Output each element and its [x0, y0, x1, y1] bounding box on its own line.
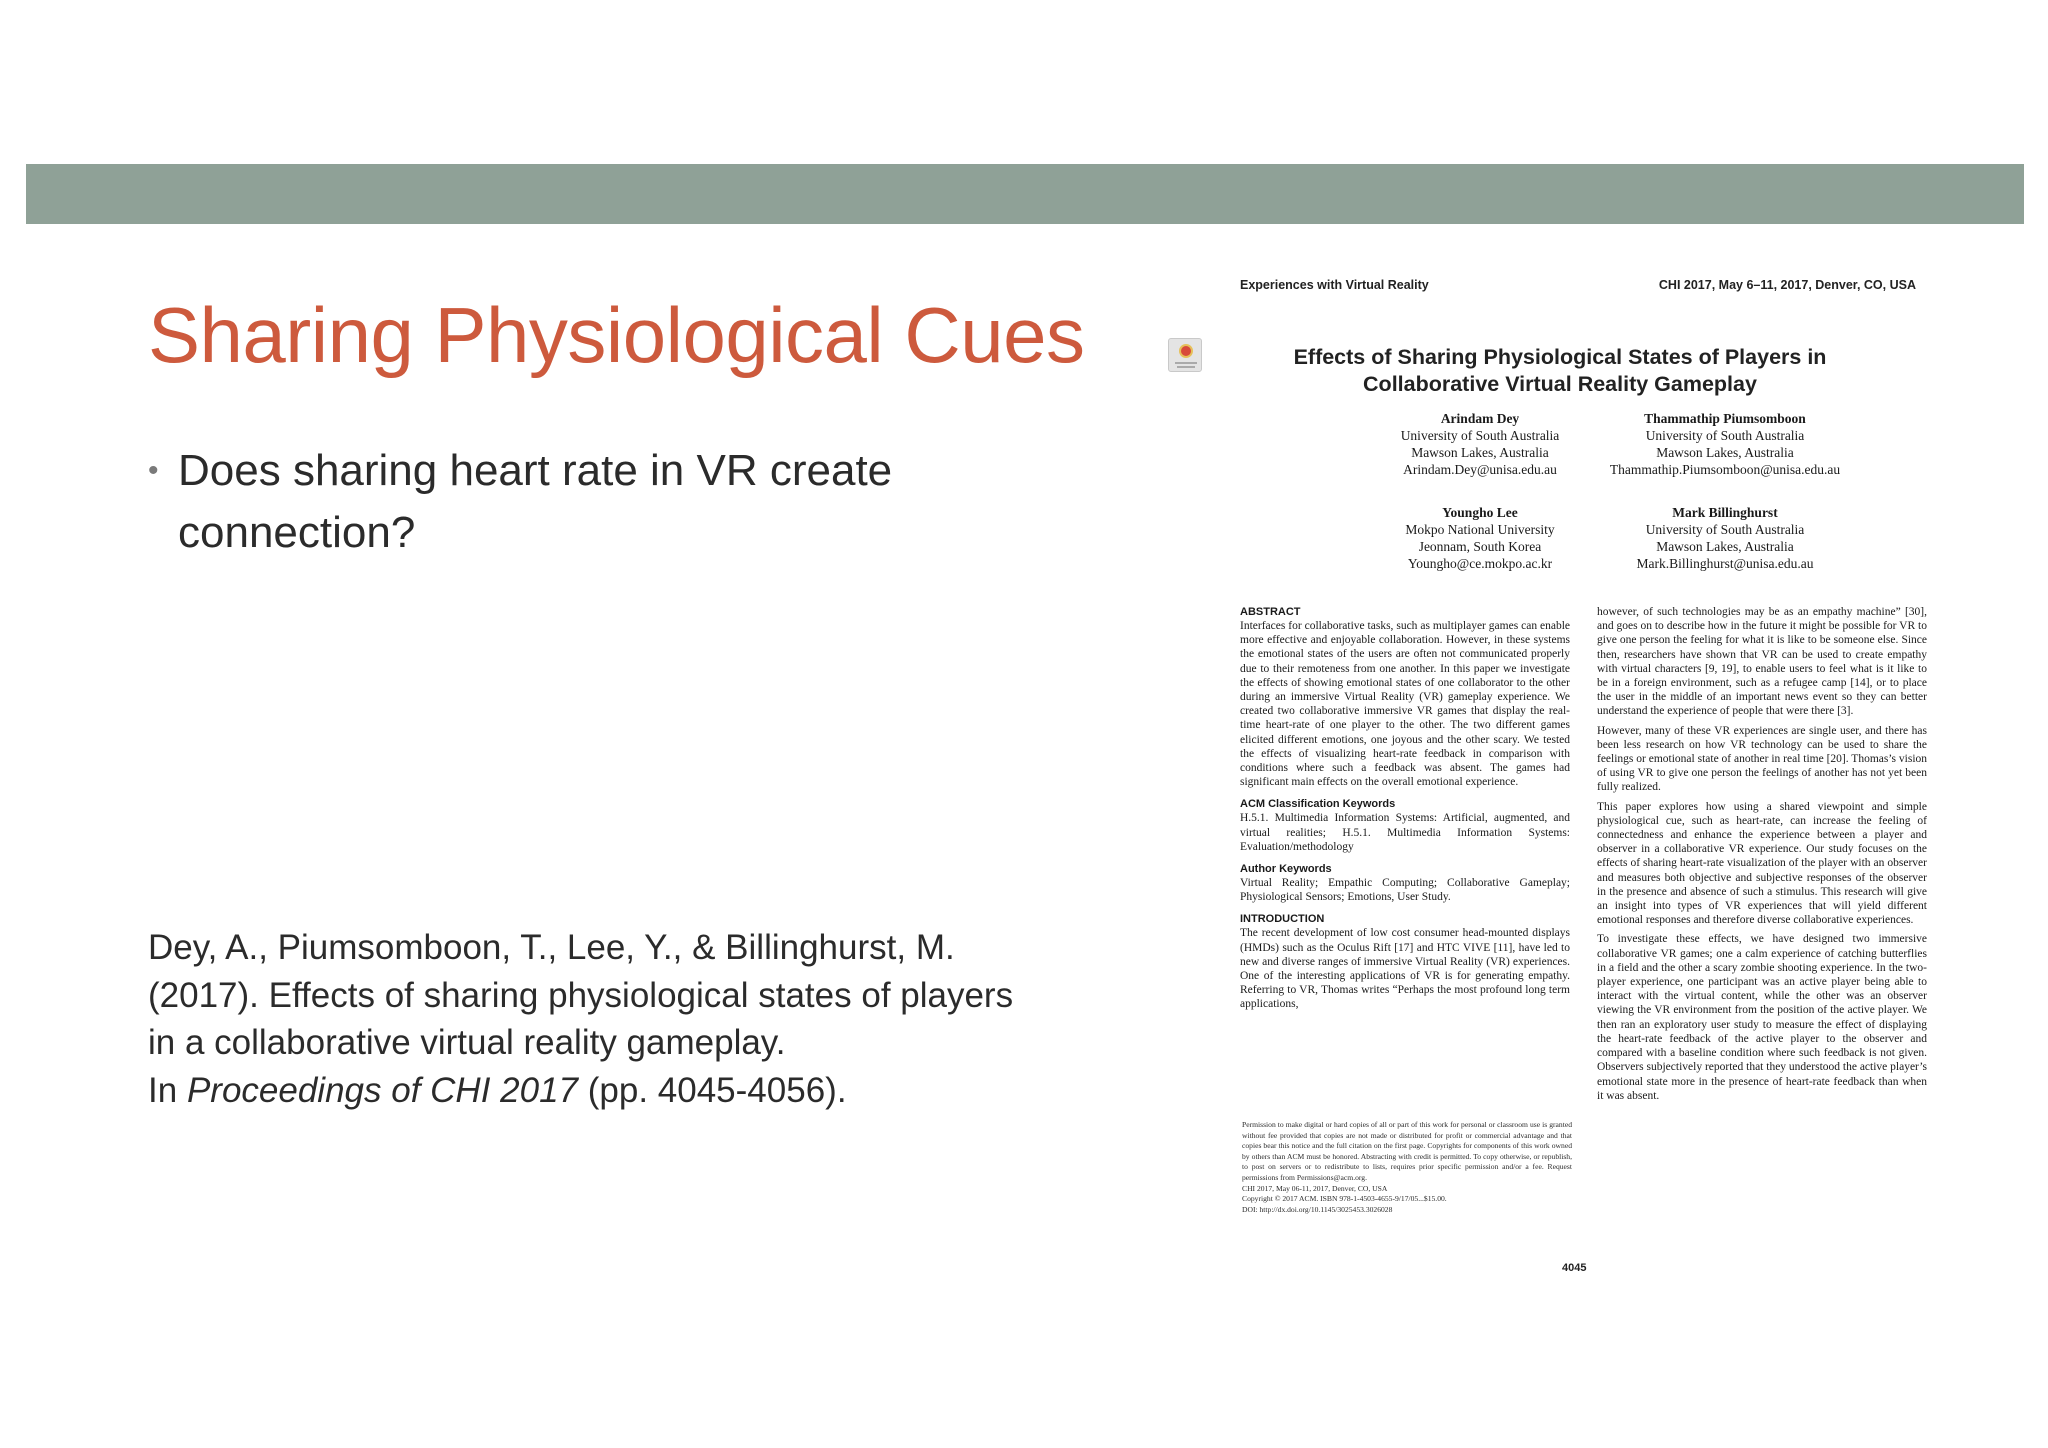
author-block: [1355, 504, 1605, 572]
permission-notice: [1242, 1120, 1572, 1215]
author-email: Arindam.Dey@unisa.edu.au: [1403, 462, 1557, 477]
author-name: Mark Billinghurst: [1672, 505, 1778, 520]
citation-line: in a collaborative virtual reality gameplay.: [148, 1023, 786, 1062]
keywords-heading: Author Keywords: [1240, 863, 1332, 876]
permission-doi: DOI: http://dx.doi.org/10.1145/3025453.3026028: [1242, 1204, 1393, 1214]
paper-left-column: [1240, 605, 1570, 1017]
citation-line: Dey, A., Piumsomboon, T., Lee, Y., & Billinghurst, M.: [148, 928, 955, 967]
paper-paragraph: This paper explores how using a shared viewpoint and simple physiological cue, such as heart-rate, can increase the feeling of connectedness and enhance the experience between a player and observer in a collaborative VR experience. Our study focuses on the effects of sharing heart-rate visualization of the player with an observer and measures both objective and subjective responses of the observer in the presence and absence of such a stimulus. This research will give an insight into types of VR experiences that will yield different emotional responses and therefore diverse collaborative experiences.: [1597, 800, 1927, 927]
paper-paragraph: To investigate these effects, we have designed two immersive collaborative VR games; one a calm experience of catching butterflies in a field and the other a scary zombie shooting experience. In the two-player experience, one participant was an active player being able to interact with the virtual content, while the other was an observer viewing the VR environment from the position of the active player. We then ran an exploratory user study to measure the effect of displaying the heart-rate feedback of the active player to the observer and compared with a baseline condition where such feedback is not given. Observers subjectively reported that they understood the active player’s emotional state more in the presence of heart-rate feedback than when it was absent.: [1597, 933, 1927, 1102]
introduction-text: The recent development of low cost consumer head-mounted displays (HMDs) such as the Oculus Rift [17] and HTC VIVE [11], have led to new and diverse ranges of immersive Virtual Reality (VR) experiences. One of the interesting applications of VR is for generating empathy. Referring to VR, Thomas writes “Perhaps the most profound long term applications,: [1240, 927, 1570, 1011]
author-block: [1600, 410, 1850, 478]
header-band: [26, 164, 2024, 224]
permission-conference: CHI 2017, May 06-11, 2017, Denver, CO, USA: [1242, 1183, 1388, 1193]
paper-header-left: Experiences with Virtual Reality: [1240, 278, 1429, 292]
citation-line: [148, 1067, 1128, 1115]
paper-paragraph: However, many of these VR experiences are single user, and there has been less research on how VR technology can be used to share the feelings or emotional state of another in real time [20]. Thomas’s vision of using VR to give one person the feelings of another has not yet been fully realized.: [1597, 724, 1928, 794]
author-location: Mawson Lakes, Australia: [1411, 445, 1549, 460]
author-affiliation: University of South Australia: [1645, 428, 1805, 443]
author-location: Mawson Lakes, Australia: [1656, 539, 1794, 554]
paper-page-image: [1160, 268, 1940, 1288]
page-number: 4045: [1562, 1262, 1587, 1274]
author-email: Mark.Billinghurst@unisa.edu.au: [1636, 556, 1814, 571]
introduction-heading: INTRODUCTION: [1240, 913, 1325, 926]
bullet-icon: •: [148, 454, 159, 487]
bullet-item: [148, 440, 1068, 564]
author-name: Arindam Dey: [1440, 411, 1520, 426]
author-affiliation: University of South Australia: [1400, 428, 1560, 443]
author-affiliation: Mokpo National University: [1405, 522, 1555, 537]
permission-text: Permission to make digital or hard copies of all or part of this work for personal or classroom use is granted without fee provided that copies are not made or distributed for profit or commercial advantage and that copies bear this notice and the full citation on the first page. Copyrights for components of this work owned by others than ACM must be honored. Abstracting with credit is permitted. To copy otherwise, or republish, to post on servers or to redistribute to lists, requires prior specific permission and/or a fee. Request permissions from Permissions@acm.org.: [1242, 1120, 1572, 1182]
author-email: Youngho@ce.mokpo.ac.kr: [1407, 556, 1553, 571]
bullet-text: Does sharing heart rate in VR create connection?: [178, 446, 893, 557]
citation-in: In: [148, 1070, 178, 1110]
author-name: Youngho Lee: [1442, 505, 1518, 520]
citation-venue: Proceedings of CHI 2017: [186, 1070, 579, 1110]
paper-right-column: [1597, 605, 1927, 1108]
author-location: Jeonnam, South Korea: [1418, 539, 1542, 554]
abstract-heading: ABSTRACT: [1240, 606, 1301, 618]
permission-copyright: Copyright © 2017 ACM. ISBN 978-1-4503-4655-9/17/05...$15.00.: [1242, 1194, 1447, 1204]
author-block: [1355, 410, 1605, 478]
check-for-updates-icon: [1168, 338, 1202, 372]
paper-header-right: CHI 2017, May 6–11, 2017, Denver, CO, USA: [1658, 278, 1916, 292]
author-name: Thammathip Piumsomboon: [1644, 411, 1806, 426]
author-block: [1600, 504, 1850, 572]
citation-line: (2017). Effects of sharing physiological states of players: [148, 975, 1014, 1015]
acm-heading: ACM Classification Keywords: [1240, 798, 1396, 811]
citation-pages: (pp. 4045-4056).: [587, 1070, 847, 1110]
slide-title: Sharing Physiological Cues: [148, 291, 1085, 379]
citation: [148, 924, 1128, 1114]
author-location: Mawson Lakes, Australia: [1656, 445, 1794, 460]
abstract-text: Interfaces for collaborative tasks, such as multiplayer games can enable more effective and enjoyable collaboration. However, in these systems the emotional states of the users are often not communicated properly due to their remoteness from one another. In this paper we investigate the effects of showing emotional states of one collaborator to the other during an immersive Virtual Reality (VR) gameplay experience. We created two collaborative immersive VR games that display the real-time heart-rate of one player to the other. The two different games elicited different emotions, one joyous and the other scary. We tested the effects of visualizing heart-rate feedback in comparison with conditions where such a feedback was absent. The games had significant main effects on the overall emotional experience.: [1240, 620, 1570, 789]
author-affiliation: University of South Australia: [1645, 522, 1805, 537]
acm-text: H.5.1. Multimedia Information Systems: Artificial, augmented, and virtual realities; H.5.1. Multimedia Information Systems: Evaluation/methodology: [1240, 812, 1570, 853]
paper-paragraph: however, of such technologies may be as an empathy machine” [30], and goes on to describe how in the future it might be possible for VR to give one person the feeling for what it is like to be someone else. Since then, researchers have shown that VR can be used to create empathy with virtual characters [9, 19], to enable users to feel what is it like to be in a foreign environment, such as a refugee camp [14], or to place the user in the middle of an important news event so they can better understand the experience of people that were there [3].: [1597, 606, 1927, 718]
author-email: Thammathip.Piumsomboon@unisa.edu.au: [1609, 462, 1841, 477]
keywords-text: Virtual Reality; Empathic Computing; Collaborative Gameplay; Physiological Sensors; Emotions, User Study.: [1240, 877, 1570, 904]
paper-title: Effects of Sharing Physiological States of Players in Collaborative Virtual Reality Gameplay: [1293, 345, 1827, 396]
